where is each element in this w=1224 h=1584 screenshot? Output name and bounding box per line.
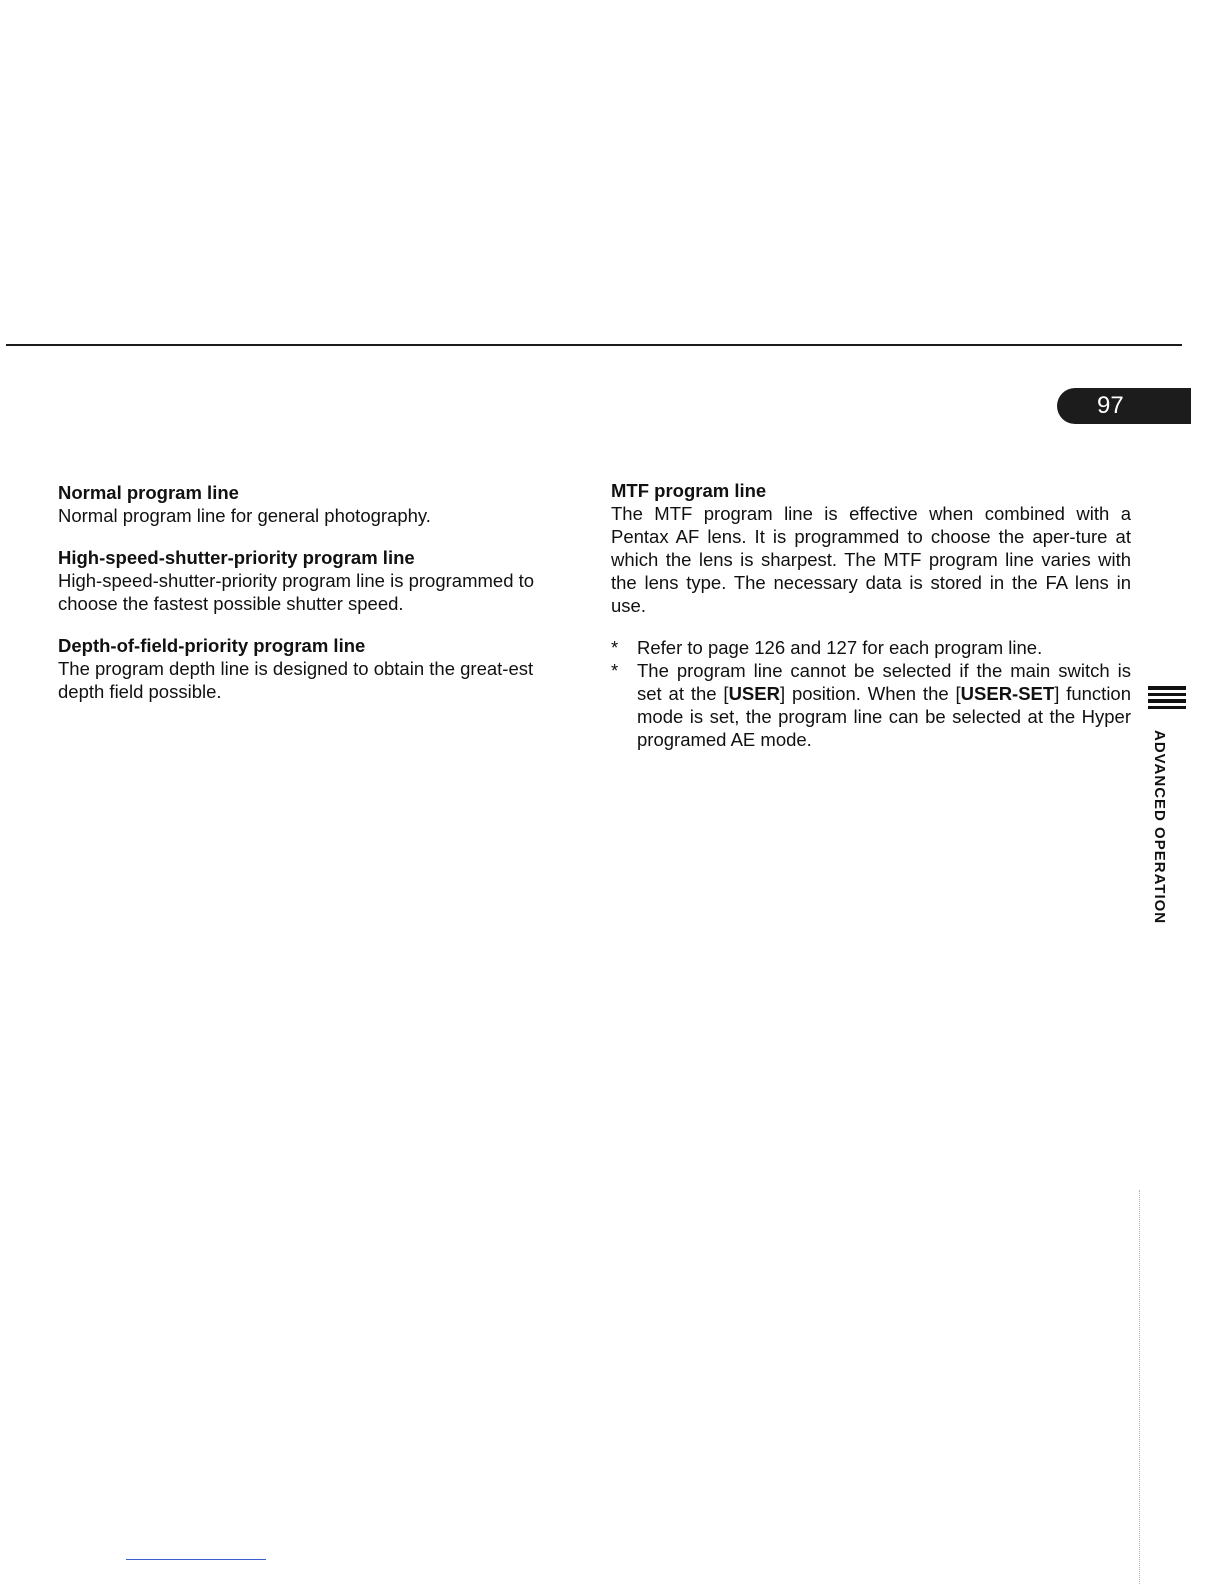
section-body: Normal program line for general photography. — [58, 505, 431, 526]
notes-list — [611, 636, 1131, 751]
section-depth-of-field-program — [58, 634, 578, 703]
section-body: The MTF program line is effective when combined with a Pentax AF lens. It is programmed to choose the aper-ture at which the lens is sharpest. The MTF program line varies with the lens type. The necessary data is stored in the FA lens in use. — [611, 503, 1131, 616]
page-number: 97 — [1097, 392, 1124, 419]
section-body: The program depth line is designed to obtain the great-est depth field possible. — [58, 658, 534, 702]
note-text: Refer to page 126 and 127 for each program line. — [637, 637, 1043, 658]
note-item — [611, 636, 1131, 659]
user-mode-label: USER — [728, 683, 780, 704]
section-heading: High-speed-shutter-priority program line — [58, 547, 415, 568]
page-number-badge — [1057, 388, 1191, 424]
section-heading: Normal program line — [58, 482, 239, 503]
section-heading: MTF program line — [611, 480, 767, 501]
asterisk-icon: * — [611, 660, 619, 681]
margin-dotted-line — [1139, 1190, 1140, 1584]
note-text: ] position. When the [ — [779, 683, 961, 704]
section-high-speed-program — [58, 546, 578, 615]
section-mtf-program — [611, 479, 1131, 617]
note-text: ] function mode is set, the program line can be selected at the Hyper programed AE mode. — [637, 683, 1132, 750]
top-rule — [6, 344, 1182, 346]
section-body: High-speed-shutter-priority program line is programmed to choose the fastest possible shutter speed. — [58, 570, 535, 614]
bottom-rule — [126, 1559, 266, 1560]
user-set-mode-label: USER-SET — [960, 683, 1055, 704]
side-section-label: ADVANCED OPERATION — [1151, 730, 1168, 925]
right-column — [611, 479, 1131, 751]
asterisk-icon: * — [611, 637, 619, 658]
note-item — [611, 659, 1131, 751]
section-tab-icon — [1148, 686, 1186, 714]
note-text: The program line cannot be selected if the main switch is set at the [ — [637, 660, 1131, 704]
left-column — [58, 481, 578, 722]
section-normal-program — [58, 481, 578, 527]
section-heading: Depth-of-field-priority program line — [58, 635, 366, 656]
